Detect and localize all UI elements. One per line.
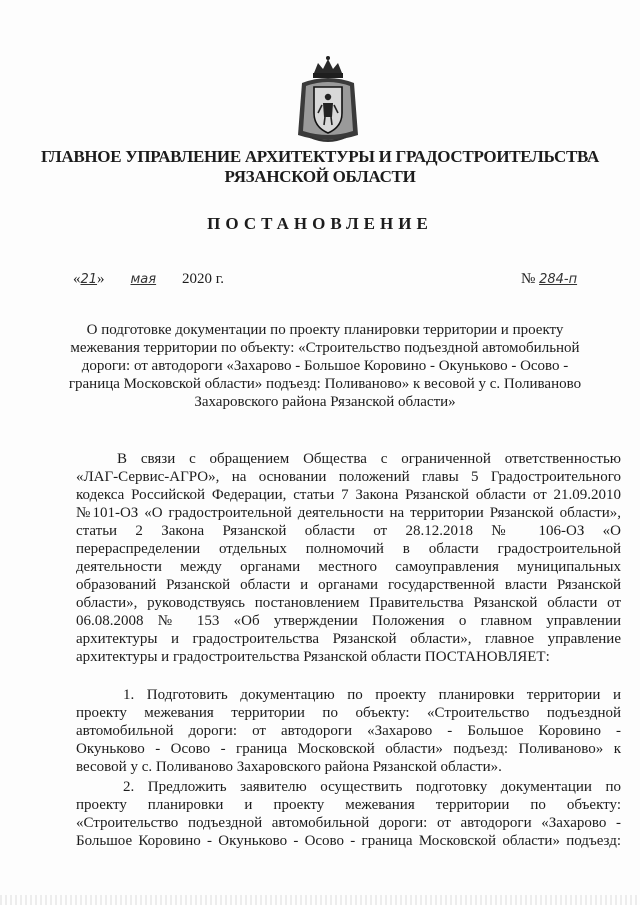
item-2-line: «Строительство подъездной автомобильной дороги: от автодороги «Захарово - (76, 815, 621, 831)
document-number (521, 271, 577, 288)
preamble-line: «ЛАГ-Сервис-АГРО», на основании положений главы 5 Градостроительного (76, 469, 621, 485)
preamble-line: деятельности между органами местного самоуправления муниципальных (76, 559, 621, 575)
preamble-line: образований Рязанской области и органами государственной власти Рязанской (76, 577, 621, 593)
preamble-line: 06.08.2008 № 153 «Об утверждении Положения о главном управлении (76, 613, 621, 629)
preamble-line: архитектуры и градостроительства Рязанской области ПОСТАНОВЛЯЕТ: (76, 649, 550, 665)
item-2-line: проекту планировки и проекту межевания территории по объекту: (76, 797, 621, 813)
preamble-line: кодекса Российской Федерации, статьи 7 Закона Рязанской области от 21.09.2010 (76, 487, 621, 503)
subject-line: О подготовке документации по проекту планировки территории и проекту (86, 322, 564, 338)
subject-line: межевания территории по объекту: «Строительство подъездной автомобильной (70, 340, 580, 356)
document-title: ПОСТАНОВЛЕНИЕ (207, 214, 433, 233)
item-1-line: весовой у с. Поливаново Захаровского района Рязанской области». (76, 759, 502, 775)
scan-edge (0, 895, 640, 905)
date-year: 2020 г. (182, 271, 225, 287)
coat-of-arms-icon (296, 55, 360, 147)
date-day: 21 (80, 272, 98, 287)
preamble-line: области», руководствуясь постановлением Правительства Рязанской области от (76, 595, 621, 611)
org-name-line-2: РЯЗАНСКОЙ ОБЛАСТИ (224, 167, 416, 186)
number-prefix: № (521, 271, 536, 287)
item-1-line: автомобильной дороги: от автодороги «Захарово - Большое Коровино - (76, 723, 621, 739)
subject-line: Захаровского района Рязанской области» (194, 394, 456, 410)
date-open-quote: « (73, 271, 81, 287)
item-1-line: проекту межевания территории по объекту: «Строительство подъездной (76, 705, 621, 721)
date-close-quote: » (97, 271, 105, 287)
item-2-line: Большое Коровино - Окуньково - Осово - граница Московской области» подъезд: (76, 833, 621, 849)
item-1-line: 1. Подготовить документацию по проекту планировки территории и (123, 687, 621, 703)
subject-line: граница Московской области» подъезд: Поливаново» к весовой у с. Поливаново (68, 376, 582, 392)
preamble-line: перераспределении отдельных полномочий в области градостроительной (76, 541, 621, 557)
subject-line: дороги: от автодороги «Захарово - Большое Коровино - Окуньково - Осово - (81, 358, 569, 374)
date-month: мая (130, 272, 157, 287)
number-value: 284-п (539, 272, 578, 287)
preamble-line: статьи 2 Закона Рязанской области от 28.12.2018 № 106-ОЗ «О (76, 523, 621, 539)
item-1-line: Окуньково - Осово - граница Московской области» подъезд: Поливаново» к (76, 741, 621, 757)
item-2-line: 2. Предложить заявителю осуществить подготовку документации по (123, 779, 621, 795)
preamble-line: №101-ОЗ «О градостроительной деятельности на территории Рязанской области», (76, 505, 621, 521)
preamble-line: архитектуры и градостроительства Рязанской области», главное управление (76, 631, 621, 647)
document-date (73, 271, 224, 288)
org-name-line-1: ГЛАВНОЕ УПРАВЛЕНИЕ АРХИТЕКТУРЫ И ГРАДОСТРОИТЕЛЬСТВА (41, 147, 599, 166)
preamble-line: В связи с обращением Общества с ограниченной ответственностью (117, 451, 621, 467)
